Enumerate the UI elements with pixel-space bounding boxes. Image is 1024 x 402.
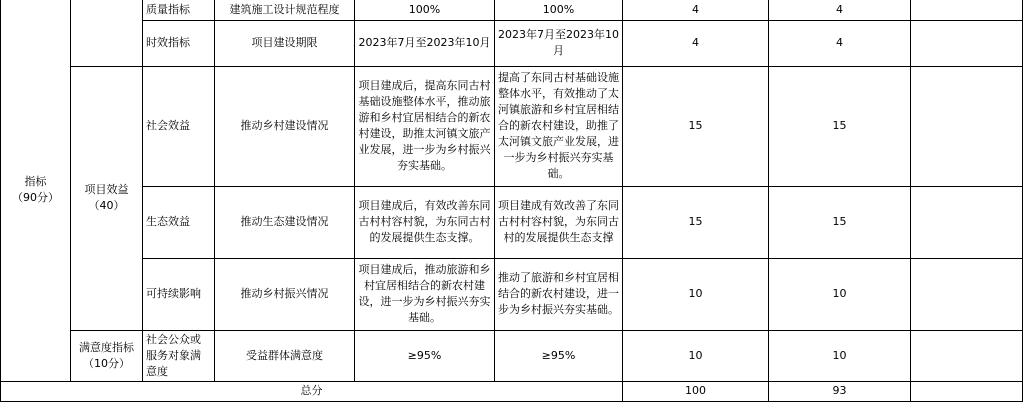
table-row: [1, 258, 1023, 330]
table-row: [1, 330, 1023, 381]
total-weight: 100: [623, 381, 769, 401]
indicator-cell: 受益群体满意度: [215, 330, 355, 381]
category-cell: 社会公众或服务对象满意度: [143, 330, 215, 381]
actual-cell: ≥95%: [495, 330, 623, 381]
remark-cell: [911, 20, 1023, 66]
remark-cell: [911, 66, 1023, 186]
satisfaction-group-cell: [71, 330, 143, 381]
table-row: [1, 0, 1023, 20]
satisfaction-group-score: （10分）: [83, 356, 130, 370]
target-cell: 2023年7月至2023年10月: [355, 20, 495, 66]
score-cell: 10: [769, 258, 911, 330]
score-cell: 4: [769, 20, 911, 66]
target-cell: 项目建成后，提高东同古村基础设施整体水平，推动旅游和乡村宜居相结合的新农村建设，助推太河镇文旅产业发展，进一步为乡村振兴夯实基础。: [355, 66, 495, 186]
benefit-group-score: （40）: [88, 199, 125, 212]
total-score: 93: [769, 381, 911, 401]
target-cell: 项目建成后，有效改善东同古村村容村貌，为东同古村的发展提供生态支撑。: [355, 186, 495, 258]
remark-cell: [911, 258, 1023, 330]
output-group-cell: [71, 0, 143, 66]
category-cell: 质量指标: [143, 0, 215, 20]
level1-score: （90分）: [12, 191, 59, 205]
indicator-cell: 推动生态建设情况: [215, 186, 355, 258]
remark-cell: [911, 186, 1023, 258]
weight-cell: 15: [623, 186, 769, 258]
benefit-group-label: 项目效益: [84, 183, 129, 196]
total-row: [1, 381, 1023, 401]
category-cell: 可持续影响: [143, 258, 215, 330]
remark-cell: [911, 330, 1023, 381]
indicator-cell: 推动乡村建设情况: [215, 66, 355, 186]
actual-cell: 推动了旅游和乡村宜居相结合的新农村建设，进一步为乡村振兴夯实基础。: [495, 258, 623, 330]
actual-cell: 2023年7月至2023年10月: [495, 20, 623, 66]
weight-cell: 4: [623, 20, 769, 66]
category-cell: 生态效益: [143, 186, 215, 258]
satisfaction-group-label: 满意度指标: [79, 340, 134, 354]
actual-cell: 100%: [495, 0, 623, 20]
table-row: [1, 186, 1023, 258]
score-cell: 10: [769, 330, 911, 381]
indicator-cell: 推动乡村振兴情况: [215, 258, 355, 330]
category-cell: 时效指标: [143, 20, 215, 66]
total-remark: [911, 381, 1023, 401]
benefit-group-cell: [71, 66, 143, 330]
actual-cell: 项目建成有效改善了东同古村村容村貌，为东同古村的发展提供生态支撑: [495, 186, 623, 258]
weight-cell: 10: [623, 258, 769, 330]
indicator-cell: 项目建设期限: [215, 20, 355, 66]
target-cell: 项目建成后，推动旅游和乡村宜居相结合的新农村建设，进一步为乡村振兴夯实基础。: [355, 258, 495, 330]
actual-cell: 提高了东同古村基础设施整体水平，有效推动了太河镇旅游和乡村宜居相结合的新农村建设，助推了太河镇文旅产业发展，进一步为乡村振兴夯实基础。: [495, 66, 623, 186]
weight-cell: 10: [623, 330, 769, 381]
score-cell: 15: [769, 186, 911, 258]
weight-cell: 15: [623, 66, 769, 186]
target-cell: 100%: [355, 0, 495, 20]
table-row: [1, 66, 1023, 186]
score-cell: 4: [769, 0, 911, 20]
indicator-cell: 建筑施工设计规范程度: [215, 0, 355, 20]
level1-label: 指标: [24, 175, 47, 189]
level1-indicator-cell: [1, 0, 71, 381]
category-cell: 社会效益: [143, 66, 215, 186]
target-cell: ≥95%: [355, 330, 495, 381]
weight-cell: 4: [623, 0, 769, 20]
total-label: 总分: [1, 381, 623, 401]
remark-cell: [911, 0, 1023, 20]
score-cell: 15: [769, 66, 911, 186]
table-row: [1, 20, 1023, 66]
